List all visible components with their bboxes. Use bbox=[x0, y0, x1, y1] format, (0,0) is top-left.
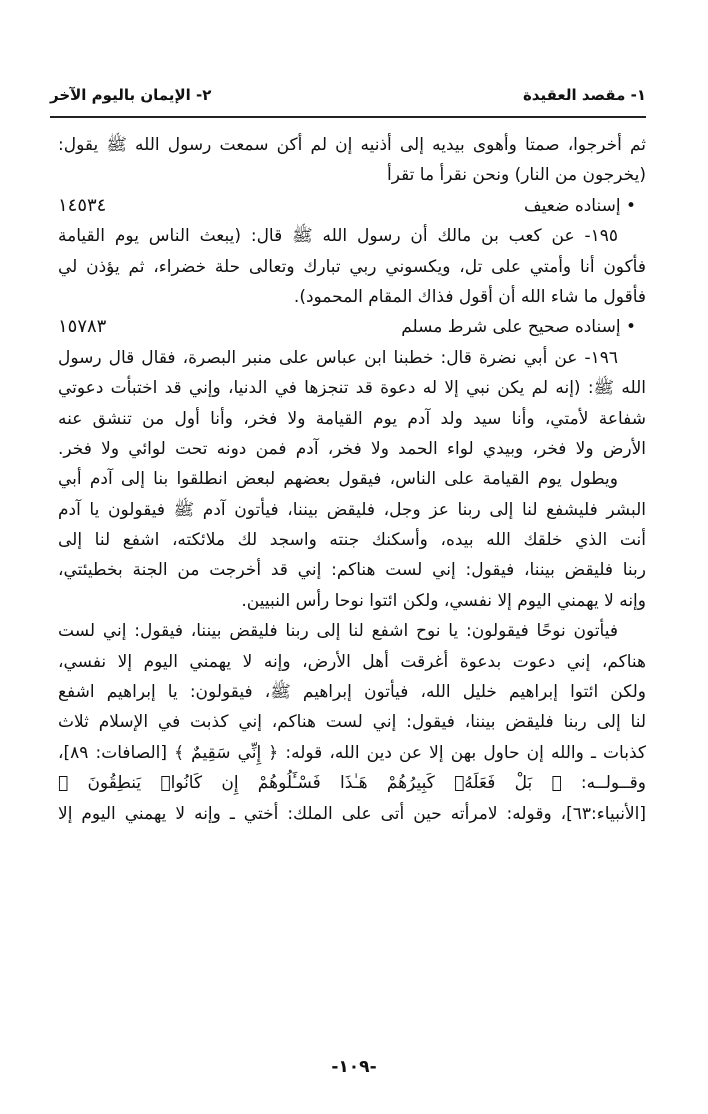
text-line: ثم أخرجوا، صمتا وأهوى بيديه إلى أذنيه إن لم أكن سمعت رسول الله ﷺ يقول: bbox=[58, 135, 646, 155]
running-header bbox=[50, 80, 646, 110]
text-line: ١٩٦- عن أبي نضرة قال: خطبنا ابن عباس على منبر البصرة، فقال قال رسول bbox=[58, 347, 618, 368]
text-line: كذبات ـ والله إن حاول بهن إلا عن دين الله، قوله: ﴿ إِنِّي سَقِيمٌ ﴾ [الصافات: ٨٩]، bbox=[58, 742, 646, 763]
isnad-row bbox=[58, 191, 646, 221]
header-chapter-title: ٢- الإيمان باليوم الآخر bbox=[50, 86, 212, 104]
isnad-row bbox=[58, 312, 646, 342]
text-line: الأرض ولا فخر، وبيدي لواء الحمد ولا فخر، آدم فمن دونه تحت لوائي ولا فخر. bbox=[58, 438, 646, 459]
text-line: البشر فليشفع لنا إلى ربنا عز وجل، فليقض بيننا، فيأتون آدم ﷺ فيقولون يا آدم bbox=[58, 499, 646, 520]
hadith-reference-number: ١٤٥٣٤ bbox=[58, 194, 107, 216]
text-line: ولكن ائتوا إبراهيم خليل الله، فيأتون إبراهيم ﷺ، فيقولون: يا إبراهيم اشفع bbox=[58, 682, 646, 703]
text-line: [الأنبياء:٦٣]، وقوله: لامرأته حين أتى على الملك: أختي ـ وإنه لا يهمني اليوم إلا bbox=[58, 803, 646, 824]
isnad-grading: • إسناده صحيح على شرط مسلم bbox=[401, 317, 636, 338]
text-line: فأكون أنا وأمتي على تل، ويكسوني ربي تبارك وتعالى حلة خضراء، ثم يؤذن لي bbox=[58, 256, 646, 277]
text-line: فيأتون نوحًا فيقولون: يا نوح اشفع لنا إلى ربنا فليقض بيننا، فيقول: إني لست bbox=[58, 621, 618, 642]
isnad-grading: • إسناده ضعيف bbox=[524, 195, 636, 216]
text-line: ١٩٥- عن كعب بن مالك أن رسول الله ﷺ قال: (يبعث الناس يوم القيامة bbox=[58, 226, 618, 247]
text-line: الله ﷺ: (إنه لم يكن نبي إلا له دعوة قد تنجزها في الدنيا، وإني قد اختبأت دعوتي bbox=[58, 378, 646, 399]
hadith-reference-number: ١٥٧٨٣ bbox=[58, 316, 107, 338]
text-line: ويطول يوم القيامة على الناس، فيقول بعضهم لبعض انطلقوا بنا إلى آدم أبي bbox=[58, 469, 618, 490]
text-line: (يخرجون من النار) ونحن نقرأ ما تقرأ bbox=[386, 165, 646, 186]
text-line: فأقول ما شاء الله أن أقول فذاك المقام المحمود). bbox=[293, 286, 646, 307]
text-line: وإنه لا يهمني اليوم إلا نفسي، ولكن ائتوا نوحا رأس النبيين. bbox=[241, 590, 646, 611]
header-divider bbox=[50, 116, 646, 118]
text-line: شفاعة لأمتي، وأنا سيد ولد آدم يوم القيامة ولا فخر، وأنا أول من تنشق عنه bbox=[58, 408, 646, 429]
text-line: وقــولــه: ﴿ بَلْ فَعَلَهُۥ كَبِيرُهُمْ هَـٰذَا فَسْـَٔلُوهُمْ إِن كَانُوا۟ يَنطِقُونَ ﴾ bbox=[58, 773, 646, 794]
text-line: هناكم، إني دعوت بدعوة أغرقت أهل الأرض، وإنه لا يهمني اليوم إلا نفسي، bbox=[58, 651, 646, 672]
text-line: ربنا فليقض بيننا، فيقول: إني لست هناكم: إني قد أخرجت من الجنة بخطيئتي، bbox=[58, 560, 646, 581]
page-body-text bbox=[58, 130, 646, 829]
header-section-title: ١- مقصد العقيدة bbox=[522, 86, 646, 104]
page-number: -١٠٩- bbox=[331, 1057, 377, 1077]
text-line: لنا إلى ربنا فليقض بيننا، فيقول: إني لست هناكم، إني كذبت في الإسلام ثلاث bbox=[58, 712, 646, 733]
text-line: أنت الذي خلقك الله بيده، وأسكنك جنته واسجد لك ملائكته، اشفع لنا إلى bbox=[58, 530, 646, 551]
